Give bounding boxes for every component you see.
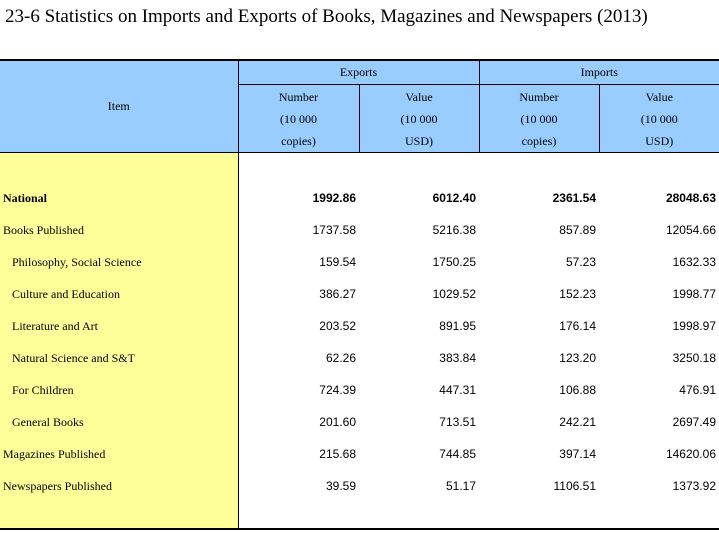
statistics-table bbox=[0, 59, 719, 530]
row-label: Books Published bbox=[0, 214, 238, 246]
exports-number-cell: 724.39 bbox=[319, 383, 356, 397]
imports-value-cell: 1998.97 bbox=[672, 319, 716, 333]
row-label: Culture and Education bbox=[0, 278, 238, 310]
imports-value-cell: 14620.06 bbox=[665, 447, 716, 461]
row-label: General Books bbox=[0, 406, 238, 438]
imports-value-cell: 28048.63 bbox=[665, 191, 716, 205]
table-row bbox=[0, 374, 719, 406]
table-row bbox=[0, 438, 719, 470]
table-row bbox=[0, 470, 719, 502]
imports-group-header: Imports bbox=[479, 60, 719, 85]
table-title: 23-6 Statistics on Imports and Exports of Books, Magazines and Newspapers (2013) bbox=[5, 6, 648, 27]
imports-number-cell: 57.23 bbox=[565, 255, 596, 269]
row-label: Natural Science and S&T bbox=[0, 342, 238, 374]
table-row bbox=[0, 278, 719, 310]
imports-number-cell: 2361.54 bbox=[552, 191, 596, 205]
imports-value-cell: 1998.77 bbox=[672, 287, 716, 301]
exports-value-header: Value (10 000 USD) bbox=[359, 85, 479, 153]
exports-number-header: Number (10 000 copies) bbox=[238, 85, 359, 153]
exports-value-cell: 891.95 bbox=[439, 319, 476, 333]
imports-value-cell: 3250.18 bbox=[672, 351, 716, 365]
exports-number-cell: 1737.58 bbox=[312, 223, 356, 237]
item-column-header: Item bbox=[0, 60, 238, 153]
row-label: Literature and Art bbox=[0, 310, 238, 342]
table-row bbox=[0, 342, 719, 374]
exports-group-header: Exports bbox=[238, 60, 479, 85]
row-label: For Children bbox=[0, 374, 238, 406]
table-row bbox=[0, 406, 719, 438]
exports-value-cell: 6012.40 bbox=[432, 191, 476, 205]
table-row bbox=[0, 214, 719, 246]
exports-value-cell: 447.31 bbox=[439, 383, 476, 397]
imports-number-cell: 1106.51 bbox=[553, 479, 596, 493]
imports-value-cell: 1632.33 bbox=[672, 255, 716, 269]
exports-value-cell: 744.85 bbox=[439, 447, 476, 461]
imports-number-cell: 152.23 bbox=[559, 287, 596, 301]
table-row bbox=[0, 310, 719, 342]
exports-value-cell: 1029.52 bbox=[432, 287, 476, 301]
imports-number-cell: 857.89 bbox=[559, 223, 596, 237]
exports-value-cell: 713.51 bbox=[439, 415, 476, 429]
exports-number-cell: 1992.86 bbox=[312, 191, 356, 205]
exports-value-cell: 5216.38 bbox=[432, 223, 476, 237]
row-label: Newspapers Published bbox=[0, 470, 238, 502]
exports-value-cell: 383.84 bbox=[439, 351, 476, 365]
exports-number-cell: 39.59 bbox=[325, 479, 356, 493]
imports-number-cell: 123.20 bbox=[559, 351, 596, 365]
imports-value-cell: 476.91 bbox=[679, 383, 716, 397]
imports-number-cell: 106.88 bbox=[559, 383, 596, 397]
exports-number-cell: 386.27 bbox=[319, 287, 356, 301]
imports-number-cell: 176.14 bbox=[559, 319, 596, 333]
imports-number-cell: 397.14 bbox=[559, 447, 596, 461]
exports-number-cell: 159.54 bbox=[319, 255, 356, 269]
imports-value-cell: 2697.49 bbox=[672, 415, 716, 429]
imports-number-header: Number (10 000 copies) bbox=[479, 85, 599, 153]
exports-number-cell: 215.68 bbox=[319, 447, 356, 461]
table-row bbox=[0, 182, 719, 214]
exports-value-cell: 51.17 bbox=[445, 479, 476, 493]
exports-number-cell: 62.26 bbox=[325, 351, 356, 365]
row-label: National bbox=[0, 182, 238, 214]
exports-number-cell: 201.60 bbox=[319, 415, 356, 429]
imports-value-cell: 12054.66 bbox=[665, 223, 716, 237]
exports-value-cell: 1750.25 bbox=[432, 255, 476, 269]
exports-number-cell: 203.52 bbox=[319, 319, 356, 333]
table-row bbox=[0, 246, 719, 278]
imports-value-cell: 1373.92 bbox=[672, 479, 716, 493]
imports-number-cell: 242.21 bbox=[559, 415, 596, 429]
row-label: Philosophy, Social Science bbox=[0, 246, 238, 278]
row-label: Magazines Published bbox=[0, 438, 238, 470]
imports-value-header: Value (10 000 USD) bbox=[599, 85, 719, 153]
